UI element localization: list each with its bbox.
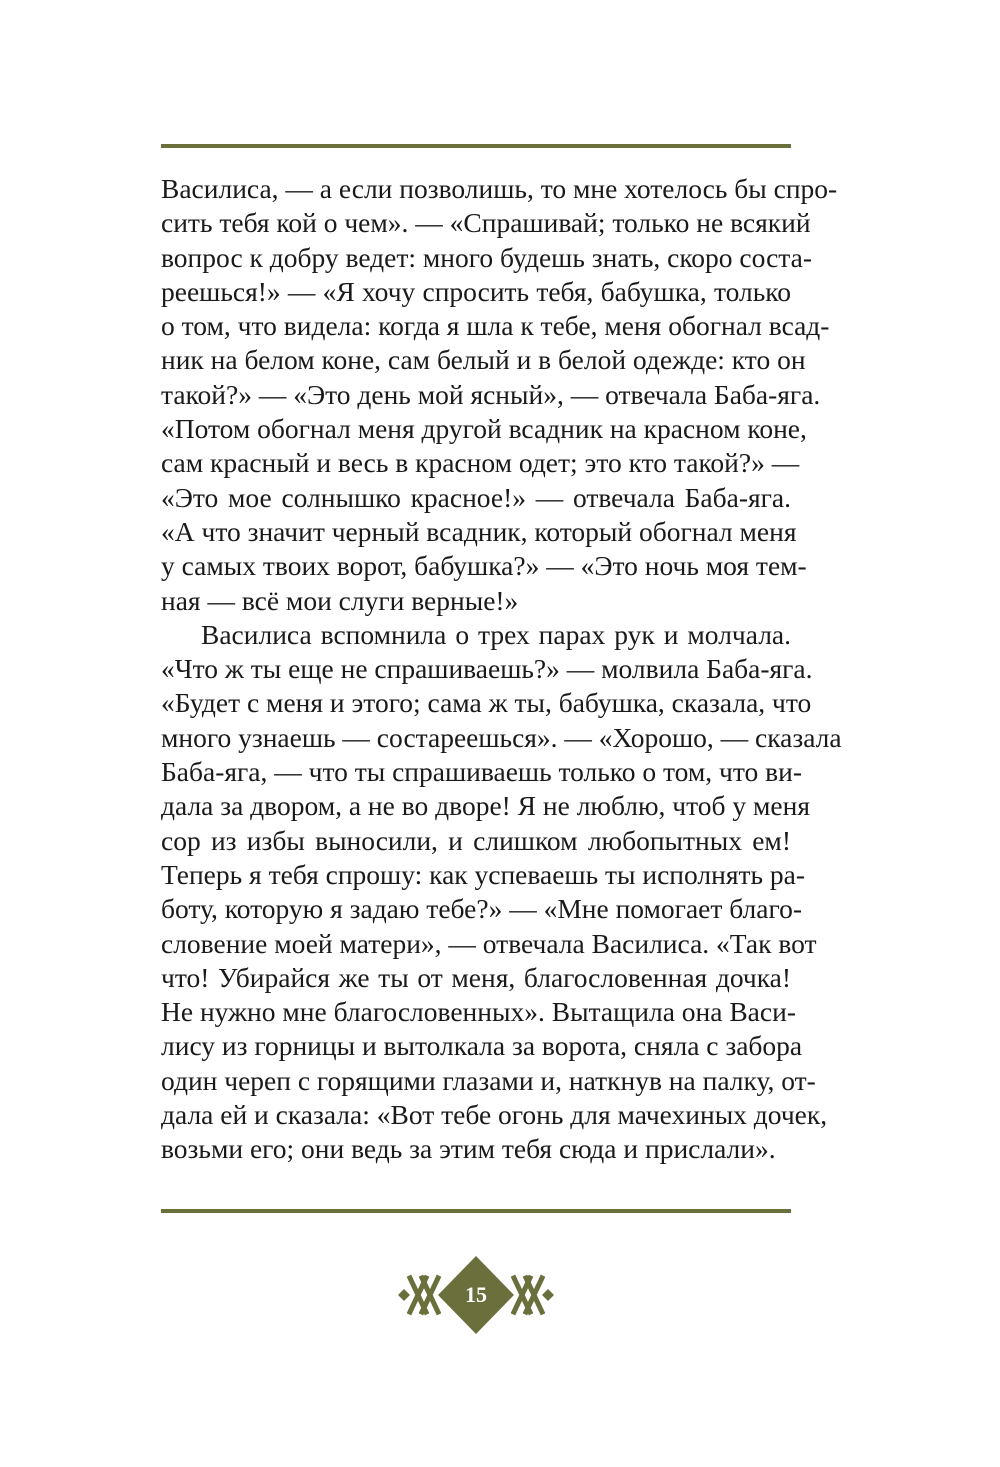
body-text xyxy=(161,172,842,1167)
text-line: сор из избы выносили, и слишком любопытных ем! xyxy=(161,824,791,856)
text-line: один череп с горящими глазами и, наткнув на палку, от- xyxy=(161,1064,816,1096)
text-line: Баба-яга, — что ты спрашиваешь только о том, что ви- xyxy=(161,756,803,788)
text-line: «Будет с меня и этого; сама ж ты, бабушка, сказала, что xyxy=(161,687,812,719)
text-line: Василиса вспомнила о трех парах рук и молчала. xyxy=(201,618,791,650)
text-line: много узнаешь — состареешься». — «Хорошо, — сказала xyxy=(161,721,842,753)
text-line: реешься!» — «Я хочу спросить тебя, бабушка, только xyxy=(161,275,791,307)
text-line: что! Убирайся же ты от меня, благословенная дочка! xyxy=(161,961,791,993)
text-line: сам красный и весь в красном одет; это кто такой?» — xyxy=(161,447,800,479)
text-line: дала ей и сказала: «Вот тебе огонь для мачехиных дочек, xyxy=(161,1099,828,1131)
text-line: ник на белом коне, сам белый и в белой одежде: кто он xyxy=(161,344,806,376)
paragraph-2 xyxy=(161,618,842,1167)
text-line: ная — всё мои слуги верные!» xyxy=(161,584,519,616)
text-line: дала за двором, а не во дворе! Я не люблю, чтоб у меня xyxy=(161,790,810,822)
bottom-divider xyxy=(161,1209,791,1213)
page-number: 15 xyxy=(465,1282,487,1307)
text-line: «А что значит черный всадник, который обогнал меня xyxy=(161,515,797,547)
text-line: «Потом обогнал меня другой всадник на красном коне, xyxy=(161,413,807,445)
text-line: «Это мое солнышко красное!» — отвечала Баба-яга. xyxy=(161,481,791,513)
text-line: у самых твоих ворот, бабушка?» — «Это ночь моя тем- xyxy=(161,550,807,582)
text-line: лису из горницы и вытолкала за ворота, сняла с забора xyxy=(161,1030,803,1062)
text-line: Не нужно мне благословенных». Вытащила она Васи- xyxy=(161,996,796,1028)
text-line: боту, которую я задаю тебе?» — «Мне помогает благо- xyxy=(161,893,802,925)
text-line: сить тебя кой о чем». — «Спрашивай; только не всякий xyxy=(161,207,811,239)
paragraph-1 xyxy=(161,172,838,618)
text-line: «Что ж ты еще не спрашиваешь?» — молвила Баба-яга. xyxy=(161,653,813,685)
text-line: словение моей матери», — отвечала Василиса. «Так вот xyxy=(161,927,817,959)
text-line: Василиса, — а если позволишь, то мне хотелось бы спро- xyxy=(161,173,838,204)
text-line: такой?» — «Это день мой ясный», — отвечала Баба-яга. xyxy=(161,378,821,410)
text-line: вопрос к добру ведет: много будешь знать, скоро соста- xyxy=(161,241,812,273)
text-line: о том, что видела: когда я шла к тебе, меня обогнал всад- xyxy=(161,310,830,342)
text-line: Теперь я тебя спрошу: как успеваешь ты исполнять ра- xyxy=(161,858,806,890)
top-divider xyxy=(161,144,791,148)
text-line: возьми его; они ведь за этим тебя сюда и прислали». xyxy=(161,1133,776,1165)
